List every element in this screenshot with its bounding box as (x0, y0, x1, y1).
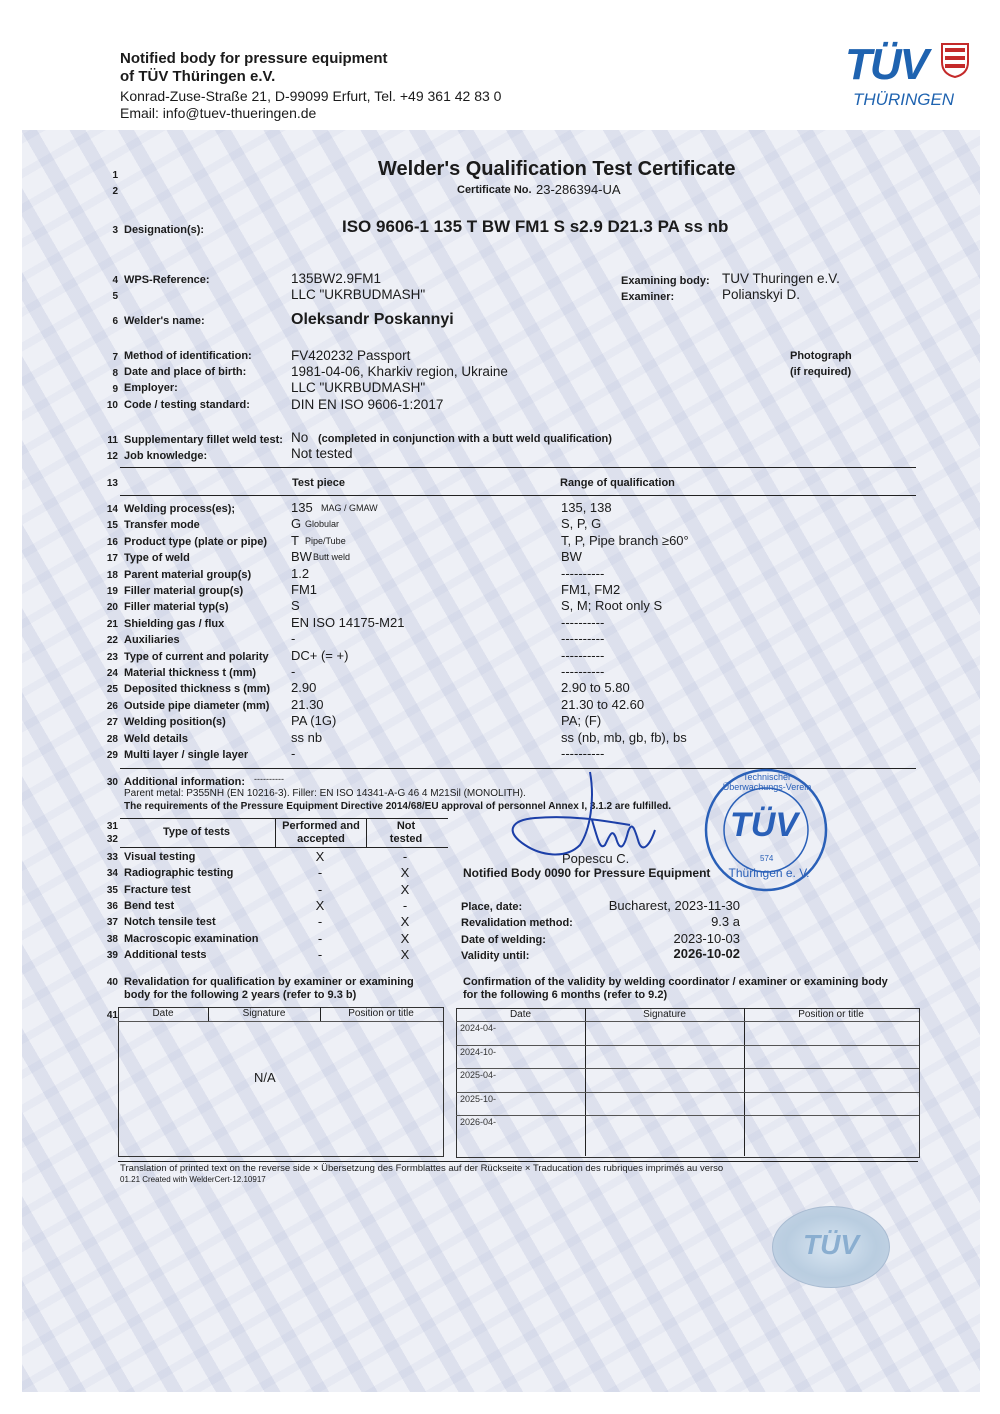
test-piece-value: S (291, 598, 300, 613)
variable-label: Weld details (124, 733, 188, 745)
tuv-stamp (702, 766, 830, 894)
standard-value: DIN EN ISO 9606-1:2017 (291, 397, 444, 412)
cert-no-value: 23-286394-UA (536, 182, 621, 197)
row-num: 39 (106, 950, 118, 961)
footer-translation: Translation of printed text on the reverse side × Übersetzung des Formblattes auf der Rückseite × Traducation des rubriques imprimés au verso (120, 1163, 724, 1174)
org-address: Konrad-Zuse-Straße 21, D-99099 Erfurt, Tel. +49 361 42 83 0 (120, 88, 502, 104)
test-piece-note: Pipe/Tube (305, 536, 346, 546)
range-value: PA; (F) (561, 713, 602, 728)
standard-label: Code / testing standard: (124, 399, 250, 411)
test-piece-value: PA (1G) (291, 713, 337, 728)
row-num: 21 (106, 619, 118, 630)
row-num: 30 (106, 777, 118, 788)
right-date-cell: 2024-04- (460, 1023, 497, 1033)
divider (120, 818, 448, 819)
row-num: 35 (106, 885, 118, 896)
revalidation-left-text-2: body for the following 2 years (refer to 9.3 b) (124, 989, 357, 1001)
info-num: 11 (107, 435, 118, 446)
hologram-seal (772, 1206, 890, 1288)
divider (456, 1115, 919, 1116)
test-piece-value: G (291, 516, 302, 531)
test-piece-value: 2.90 (291, 680, 317, 695)
right-date-cell: 2026-04- (460, 1117, 497, 1127)
range-value: FM1, FM2 (561, 582, 621, 597)
col-not-tested: Not tested (389, 820, 423, 845)
divider (456, 1068, 919, 1069)
row-num: 37 (106, 917, 118, 928)
test-piece-value: 1.2 (291, 566, 310, 581)
photograph-note: (if required) (790, 366, 852, 378)
date-of-welding-value: 2023-10-03 (673, 931, 740, 946)
org-line-2: of TÜV Thüringen e.V. (120, 68, 276, 85)
test-name: Macroscopic examination (124, 933, 259, 945)
test-piece-value: T (291, 533, 299, 548)
test-name: Additional tests (124, 949, 207, 961)
date-of-welding-label: Date of welding: (461, 934, 546, 946)
row-num-3: 3 (112, 225, 118, 236)
right-col-date: Date (509, 1009, 532, 1020)
test-not-tested: X (400, 947, 410, 962)
row-num: 18 (106, 570, 118, 581)
test-not-tested: X (400, 931, 410, 946)
test-performed: - (317, 865, 323, 880)
col-type-of-tests: Type of tests (163, 826, 231, 838)
row-num: 14 (106, 504, 118, 515)
range-value: BW (561, 549, 582, 564)
designation-value: ISO 9606-1 135 T BW FM1 S s2.9 D21.3 PA ss nb (342, 217, 729, 236)
photograph-label: Photograph (790, 350, 852, 362)
additional-line-2: The requirements of the Pressure Equipment Directive 2014/68/EU approval of personnel Annex I, 3.1.2 are fulfilled. (124, 801, 672, 812)
wps-label: WPS-Reference: (124, 274, 210, 286)
variable-label: Auxiliaries (124, 634, 180, 646)
test-not-tested: X (400, 865, 410, 880)
wps-value: 135BW2.9FM1 (291, 271, 382, 286)
identification-label: Method of identification: (124, 350, 252, 362)
row-num: 27 (106, 717, 118, 728)
range-value: ---------- (561, 631, 605, 646)
designation-label: Designation(s): (124, 224, 205, 236)
tuv-logo-text: TÜV (845, 40, 927, 89)
employer-label: Employer: (124, 382, 178, 394)
job-knowledge-label: Job knowledge: (124, 450, 208, 462)
row-num: 40 (106, 977, 118, 988)
variable-label: Parent material group(s) (124, 569, 252, 581)
row-num: 25 (106, 684, 118, 695)
test-piece-value: - (291, 746, 296, 761)
test-performed: - (317, 914, 323, 929)
row-num: 33 (106, 852, 118, 863)
revalidation-method-label: Revalidation method: (461, 917, 573, 929)
org-line-1: Notified body for pressure equipment (120, 50, 388, 67)
right-date-cell: 2025-04- (460, 1070, 497, 1080)
right-date-cell: 2024-10- (460, 1047, 497, 1057)
variable-label: Transfer mode (124, 519, 200, 531)
test-performed: X (315, 849, 325, 864)
right-col-position: Position or title (798, 1009, 864, 1020)
revalidation-left-text-1: Revalidation for qualification by examiner or examining (124, 976, 414, 988)
test-piece-value: DC+ (= +) (291, 648, 349, 663)
divider (585, 1008, 586, 1156)
certificate-title: Welder's Qualification Test Certificate (378, 158, 736, 180)
row-num-1: 1 (112, 170, 118, 181)
fillet-value: No (291, 430, 309, 445)
revalidation-right-text-2: for the following 6 months (refer to 9.2) (463, 989, 668, 1001)
org-email: Email: info@tuev-thueringen.de (120, 105, 317, 121)
cert-no-label: Certificate No. (457, 184, 532, 196)
hologram-logo: TÜV (803, 1229, 859, 1260)
welder-name-label: Welder's name: (124, 315, 205, 327)
row-num: 17 (106, 553, 118, 564)
identification-value: FV420232 Passport (291, 348, 411, 363)
variable-label: Type of current and polarity (124, 651, 269, 663)
test-name: Bend test (124, 900, 175, 912)
row-num: 15 (106, 520, 118, 531)
range-value: ---------- (561, 566, 605, 581)
info-num: 6 (112, 316, 118, 327)
revalidation-method-value: 9.3 a (711, 914, 740, 929)
right-col-signature: Signature (643, 1009, 686, 1020)
examiner-signature (440, 760, 700, 870)
test-piece-note: Butt weld (313, 552, 351, 562)
fillet-note: (completed in conjunction with a butt weld qualification) (318, 433, 612, 445)
row-num: 24 (106, 668, 118, 679)
range-value: 21.30 to 42.60 (561, 697, 645, 712)
stamp-logo: TÜV (730, 806, 798, 844)
row-num: 32 (106, 834, 118, 845)
divider (456, 1045, 919, 1046)
divider (120, 467, 916, 468)
divider (456, 1021, 919, 1022)
additional-info-label: Additional information: (124, 776, 245, 788)
employer-value: LLC "UKRBUDMASH" (291, 380, 426, 395)
examiner-label: Examiner: (621, 291, 675, 303)
test-performed: - (317, 947, 323, 962)
thuringen-lion-icon (940, 42, 970, 78)
left-col-position: Position or title (348, 1008, 414, 1019)
test-name: Radiographic testing (124, 867, 234, 879)
test-performed: - (317, 882, 323, 897)
birth-label: Date and place of birth: (124, 366, 247, 378)
row-num: 13 (106, 478, 118, 489)
info-num: 12 (106, 451, 118, 462)
tuv-logo (845, 40, 975, 112)
test-piece-value: 135 (291, 500, 313, 515)
stamp-bottom-text: Thüringen e. V. (728, 866, 810, 880)
test-piece-value: EN ISO 14175-M21 (291, 615, 405, 630)
left-col-date: Date (152, 1008, 174, 1019)
test-name: Visual testing (124, 851, 196, 863)
test-piece-value: 21.30 (291, 697, 324, 712)
divider (456, 1092, 919, 1093)
wps-company-value: LLC "UKRBUDMASH" (291, 287, 426, 302)
test-piece-value: - (291, 631, 296, 646)
variable-label: Filler material group(s) (124, 585, 244, 597)
range-value: T, P, Pipe branch ≥60° (561, 533, 689, 548)
row-num: 38 (106, 934, 118, 945)
revalidation-right-text-1: Confirmation of the validity by welding coordinator / examiner or examining body (463, 976, 888, 988)
range-value: ---------- (561, 746, 605, 761)
test-piece-value: FM1 (291, 582, 317, 597)
revalidation-right-table (456, 1008, 920, 1158)
row-num: 28 (106, 734, 118, 745)
variable-label: Welding process(es); (124, 503, 236, 515)
test-piece-value: - (291, 664, 296, 679)
signer-name: Popescu C. (562, 851, 630, 866)
row-num-2: 2 (112, 186, 118, 197)
info-num: 9 (112, 384, 118, 395)
variable-label: Material thickness t (mm) (124, 667, 257, 679)
fillet-label: Supplementary fillet weld test: (124, 434, 283, 446)
info-num: 5 (112, 291, 118, 302)
birth-value: 1981-04-06, Kharkiv region, Ukraine (291, 364, 508, 379)
additional-dash: ---------- (254, 774, 284, 784)
right-date-cell: 2025-10- (460, 1094, 497, 1104)
divider (118, 1021, 443, 1022)
place-date-value: Bucharest, 2023-11-30 (608, 898, 740, 913)
info-num: 7 (112, 352, 118, 363)
info-num: 4 (112, 275, 118, 286)
row-num: 34 (106, 868, 118, 879)
variable-label: Type of weld (124, 552, 190, 564)
row-num: 16 (106, 537, 118, 548)
variable-label: Shielding gas / flux (124, 618, 225, 630)
variable-label: Filler material typ(s) (124, 601, 229, 613)
test-piece-value: ss nb (291, 730, 323, 745)
info-num: 8 (112, 368, 118, 379)
validity-value: 2026-10-02 (673, 946, 740, 961)
test-name: Fracture test (124, 884, 191, 896)
examining-body-value: TUV Thuringen e.V. (722, 271, 840, 286)
range-value: ss (nb, mb, gb, fb), bs (561, 730, 687, 745)
left-na: N/A (254, 1070, 276, 1085)
range-value: ---------- (561, 615, 605, 630)
test-not-tested: X (400, 914, 410, 929)
range-value: 2.90 to 5.80 (561, 680, 630, 695)
test-not-tested: X (400, 882, 410, 897)
test-name: Notch tensile test (124, 916, 216, 928)
range-value: ---------- (561, 664, 605, 679)
place-date-label: Place, date: (461, 901, 523, 913)
row-num: 22 (106, 635, 118, 646)
divider (120, 847, 448, 848)
col-test-piece: Test piece (292, 477, 345, 489)
col-range: Range of qualification (560, 477, 675, 489)
row-num: 23 (106, 652, 118, 663)
col-performed: Performed and accepted (282, 820, 360, 845)
range-value: 135, 138 (561, 500, 612, 515)
test-piece-value: BW (291, 549, 312, 564)
welder-name-value: Oleksandr Poskannyi (291, 311, 454, 328)
additional-line-1: Parent metal: P355NH (EN 10216-3). Filler: EN ISO 14341-A-G 46 4 M21Sil (MONOLITH). (124, 788, 526, 799)
validity-label: Validity until: (461, 950, 530, 962)
variable-label: Product type (plate or pipe) (124, 536, 268, 548)
variable-label: Deposited thickness s (mm) (124, 683, 271, 695)
footer-version: 01.21 Created with WelderCert-12.10917 (120, 1175, 266, 1184)
variable-label: Outside pipe diameter (mm) (124, 700, 270, 712)
left-col-signature: Signature (242, 1008, 286, 1019)
stamp-top-text: Technischer Überwachungs-Verein (722, 772, 812, 792)
row-num: 26 (106, 701, 118, 712)
range-value: ---------- (561, 648, 605, 663)
test-not-tested: - (402, 849, 408, 864)
examining-body-label: Examining body: (621, 275, 710, 287)
row-num: 29 (106, 750, 118, 761)
divider (118, 1161, 918, 1162)
row-num: 19 (106, 586, 118, 597)
divider (120, 495, 916, 496)
job-knowledge-value: Not tested (291, 446, 353, 461)
examiner-value: Polianskyi D. (722, 287, 801, 302)
variable-label: Welding position(s) (124, 716, 226, 728)
test-performed: X (315, 898, 325, 913)
test-not-tested: - (402, 898, 408, 913)
test-piece-note: MAG / GMAW (321, 503, 378, 513)
range-value: S, M; Root only S (561, 598, 663, 613)
row-num: 36 (106, 901, 118, 912)
notified-body: Notified Body 0090 for Pressure Equipment (463, 866, 711, 880)
test-piece-note: Globular (305, 519, 340, 529)
stamp-number: 574 (760, 854, 774, 863)
variable-label: Multi layer / single layer (124, 749, 249, 761)
info-num: 10 (106, 400, 118, 411)
tuv-logo-subtitle: THÜRINGEN (853, 90, 955, 109)
divider (366, 818, 367, 847)
row-num: 20 (106, 602, 118, 613)
divider (275, 818, 276, 847)
range-value: S, P, G (561, 516, 602, 531)
row-num: 31 (106, 821, 118, 832)
divider (744, 1008, 745, 1156)
test-performed: - (317, 931, 323, 946)
revalidation-left-table (118, 1007, 444, 1157)
row-num: 41 (106, 1010, 118, 1021)
